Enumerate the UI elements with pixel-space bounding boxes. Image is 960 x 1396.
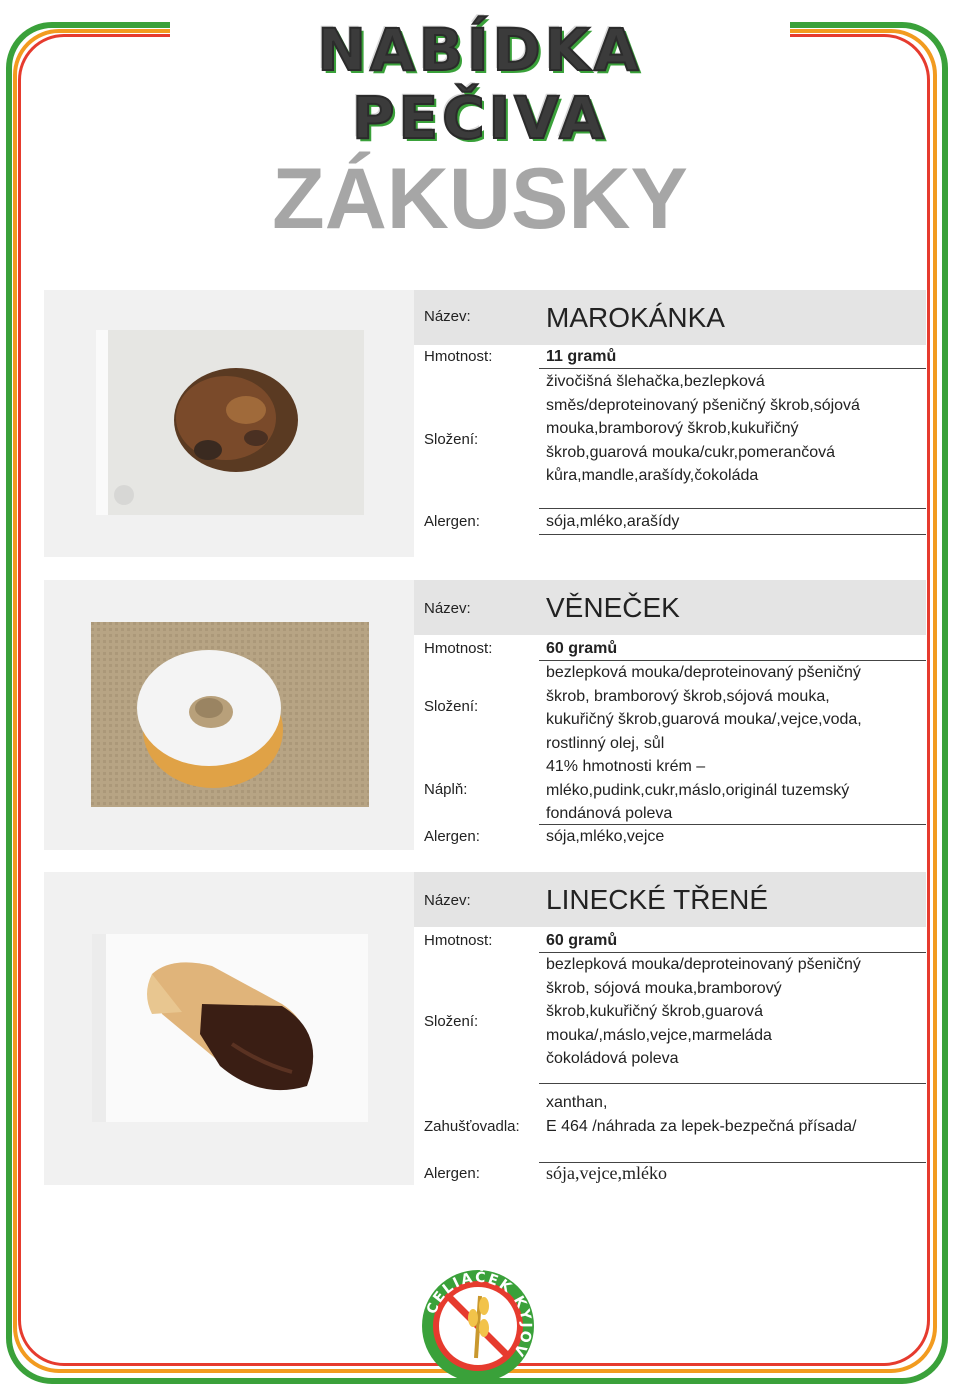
product-name: MAROKÁNKA <box>546 302 725 333</box>
allergen-label: Alergen: <box>424 828 480 845</box>
photo-panel <box>44 580 414 850</box>
weight-label: Hmotnost: <box>424 932 493 949</box>
filling-value <box>546 755 926 826</box>
composition-line: kukuřičný škrob,guarová mouka/,vejce,voda, <box>546 711 862 728</box>
composition-line: rostlinný olej, sůl <box>546 734 665 752</box>
name-label: Název: <box>424 892 471 909</box>
weight-label: Hmotnost: <box>424 640 493 657</box>
composition-line: kůra,mandle,arašídy,čokoláda <box>546 467 759 484</box>
product-card-linecke <box>44 872 926 1185</box>
logo-text: CELIAČEK KYJOV <box>423 1269 535 1361</box>
divider <box>539 368 926 369</box>
composition-line: směs/deproteinovaný pšeničný škrob,sójová <box>546 396 860 414</box>
name-label: Název: <box>424 308 471 325</box>
composition-value <box>546 953 926 1071</box>
composition-line: škrob,kukuřičný škrob,guarová <box>546 1003 763 1020</box>
photo-panel <box>44 290 414 557</box>
product-card-marokanka <box>44 290 926 557</box>
weight-value: 11 gramů <box>546 348 617 365</box>
thickener-line: xanthan, <box>546 1094 608 1111</box>
composition-label: Složení: <box>424 431 479 448</box>
celiacek-logo <box>418 1266 538 1386</box>
allergen-value: sója,vejce,mléko <box>546 1163 667 1183</box>
composition-line: mouka,bramborový škrob,kukuřičný <box>546 420 799 437</box>
filling-line: fondánová poleva <box>546 805 673 822</box>
allergen-label: Alergen: <box>424 1165 480 1182</box>
product-name: LINECKÉ TŘENÉ <box>546 884 768 915</box>
name-label: Název: <box>424 600 471 617</box>
filling-label: Náplň: <box>424 781 468 798</box>
divider <box>539 508 926 509</box>
composition-line: čokoládová poleva <box>546 1050 679 1067</box>
marokanka-photo <box>96 330 364 515</box>
composition-label: Složení: <box>424 698 479 715</box>
composition-line: bezlepková mouka/deproteinovaný pšeničný <box>546 664 861 681</box>
composition-line: mouka/,máslo,vejce,marmeláda <box>546 1026 772 1044</box>
allergen-value: sója,mléko,arašídy <box>546 513 680 530</box>
thickener-line: E 464 /náhrada za lepek-bezpečná přísada/ <box>546 1117 857 1135</box>
thickener-label: Zahušťovadla: <box>424 1118 520 1135</box>
composition-label: Složení: <box>424 1013 479 1030</box>
composition-line: škrob, sójová mouka,bramborový <box>546 979 782 997</box>
allergen-label: Alergen: <box>424 513 480 530</box>
linecke-photo <box>92 934 368 1122</box>
photo-panel <box>44 872 414 1185</box>
composition-line: bezlepková mouka/deproteinovaný pšeničný <box>546 956 861 973</box>
composition-value <box>546 370 926 488</box>
weight-value: 60 gramů <box>546 932 618 949</box>
filling-line: 41% hmotnosti krém – <box>546 758 706 775</box>
thickener-value <box>546 1091 926 1138</box>
weight-label: Hmotnost: <box>424 348 493 365</box>
divider <box>539 534 926 535</box>
weight-value: 60 gramů <box>546 640 618 657</box>
page-title: NABÍDKA PEČIVA <box>317 16 643 152</box>
product-name: VĚNEČEK <box>546 592 680 623</box>
composition-line: živočišná šlehačka,bezlepková <box>546 373 765 390</box>
section-heading: ZÁKUSKY <box>272 151 688 247</box>
product-card-venecek <box>44 580 926 850</box>
divider <box>539 1083 926 1084</box>
composition-line: škrob, bramborový škrob,sójová mouka, <box>546 687 830 705</box>
composition-value <box>546 661 926 755</box>
composition-line: škrob,guarová mouka/cukr,pomerančová <box>546 443 836 461</box>
allergen-value: sója,mléko,vejce <box>546 828 665 845</box>
venecek-photo <box>91 622 369 807</box>
filling-line: mléko,pudink,cukr,máslo,originál tuzemský <box>546 781 850 799</box>
